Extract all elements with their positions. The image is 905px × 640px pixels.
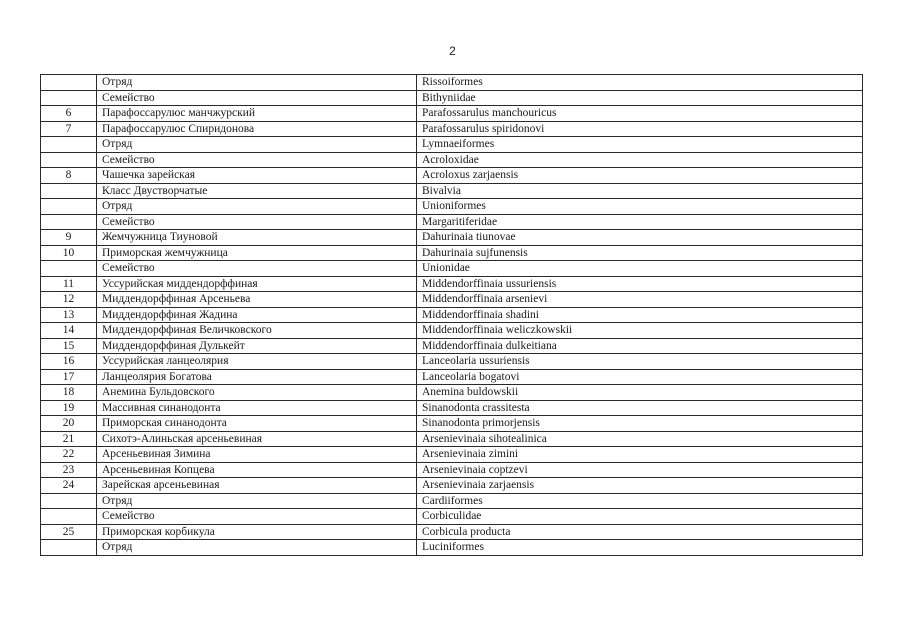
latin-name-cell: Bivalvia [417,183,863,199]
latin-name-cell: Sinanodonta crassitesta [417,400,863,416]
latin-name-cell: Arsenievinaia zimini [417,447,863,463]
latin-name-cell: Sinanodonta primorjensis [417,416,863,432]
table-row [41,493,863,509]
table-row [41,447,863,463]
latin-name-cell: Lanceolaria bogatovi [417,369,863,385]
table-row [41,199,863,215]
row-number-cell: 24 [41,478,97,494]
table-row [41,214,863,230]
row-number-cell: 6 [41,106,97,122]
table-row [41,462,863,478]
russian-name-cell: Массивная синанодонта [97,400,417,416]
table-row [41,524,863,540]
row-number-cell: 16 [41,354,97,370]
row-number-cell: 14 [41,323,97,339]
russian-name-cell: Класс Двустворчатые [97,183,417,199]
latin-name-cell: Middendorffinaia ussuriensis [417,276,863,292]
row-number-cell [41,540,97,556]
table-row [41,106,863,122]
row-number-cell: 22 [41,447,97,463]
russian-name-cell: Парафоссарулюс Спиридонова [97,121,417,137]
table-row [41,168,863,184]
russian-name-cell: Арсеньевиная Копцева [97,462,417,478]
row-number-cell [41,90,97,106]
row-number-cell: 20 [41,416,97,432]
russian-name-cell: Семейство [97,214,417,230]
latin-name-cell: Corbicula producta [417,524,863,540]
russian-name-cell: Приморская синанодонта [97,416,417,432]
row-number-cell: 10 [41,245,97,261]
table-row [41,230,863,246]
latin-name-cell: Dahurinaia sujfunensis [417,245,863,261]
page-number: 2 [449,44,456,58]
russian-name-cell: Отряд [97,137,417,153]
russian-name-cell: Семейство [97,152,417,168]
russian-name-cell: Миддендорффиная Величковского [97,323,417,339]
row-number-cell [41,509,97,525]
latin-name-cell: Luciniformes [417,540,863,556]
table-row [41,478,863,494]
row-number-cell: 13 [41,307,97,323]
russian-name-cell: Приморская корбикула [97,524,417,540]
row-number-cell: 17 [41,369,97,385]
species-table-body [41,75,863,556]
latin-name-cell: Acroloxidae [417,152,863,168]
russian-name-cell: Ланцеолярия Богатова [97,369,417,385]
russian-name-cell: Миддендорффиная Жадина [97,307,417,323]
row-number-cell: 7 [41,121,97,137]
russian-name-cell: Зарейская арсеньевиная [97,478,417,494]
russian-name-cell: Анемина Бульдовского [97,385,417,401]
table-row [41,431,863,447]
table-row [41,75,863,91]
russian-name-cell: Приморская жемчужница [97,245,417,261]
row-number-cell: 15 [41,338,97,354]
latin-name-cell: Cardiiformes [417,493,863,509]
table-row [41,323,863,339]
russian-name-cell: Жемчужница Тиуновой [97,230,417,246]
latin-name-cell: Arsenievinaia zarjaensis [417,478,863,494]
latin-name-cell: Parafossarulus spiridonovi [417,121,863,137]
table-row [41,354,863,370]
species-table [40,74,863,556]
row-number-cell: 19 [41,400,97,416]
row-number-cell: 18 [41,385,97,401]
latin-name-cell: Arsenievinaia sihotealinica [417,431,863,447]
russian-name-cell: Уссурийская ланцеолярия [97,354,417,370]
russian-name-cell: Семейство [97,261,417,277]
row-number-cell: 8 [41,168,97,184]
table-row [41,183,863,199]
latin-name-cell: Middendorffinaia arsenievi [417,292,863,308]
russian-name-cell: Миддендорффиная Арсеньева [97,292,417,308]
latin-name-cell: Margaritiferidae [417,214,863,230]
table-row [41,338,863,354]
russian-name-cell: Отряд [97,540,417,556]
latin-name-cell: Anemina buldowskii [417,385,863,401]
row-number-cell: 11 [41,276,97,292]
table-row [41,245,863,261]
table-row [41,400,863,416]
row-number-cell: 21 [41,431,97,447]
table-row [41,369,863,385]
latin-name-cell: Middendorffinaia dulkeitiana [417,338,863,354]
table-row [41,261,863,277]
latin-name-cell: Corbiculidae [417,509,863,525]
russian-name-cell: Семейство [97,90,417,106]
latin-name-cell: Bithyniidae [417,90,863,106]
row-number-cell [41,199,97,215]
russian-name-cell: Чашечка зарейская [97,168,417,184]
row-number-cell [41,152,97,168]
row-number-cell [41,493,97,509]
table-row [41,137,863,153]
row-number-cell [41,183,97,199]
russian-name-cell: Арсеньевиная Зимина [97,447,417,463]
table-row [41,276,863,292]
russian-name-cell: Семейство [97,509,417,525]
row-number-cell: 23 [41,462,97,478]
table-row [41,121,863,137]
russian-name-cell: Отряд [97,199,417,215]
table-row [41,385,863,401]
table-row [41,509,863,525]
russian-name-cell: Уссурийская миддендорффиная [97,276,417,292]
latin-name-cell: Middendorffinaia shadini [417,307,863,323]
russian-name-cell: Парафоссарулюс манчжурский [97,106,417,122]
latin-name-cell: Dahurinaia tiunovae [417,230,863,246]
row-number-cell [41,75,97,91]
table-row [41,416,863,432]
latin-name-cell: Rissoiformes [417,75,863,91]
latin-name-cell: Lymnaeiformes [417,137,863,153]
row-number-cell: 9 [41,230,97,246]
table-row [41,540,863,556]
russian-name-cell: Отряд [97,75,417,91]
latin-name-cell: Acroloxus zarjaensis [417,168,863,184]
row-number-cell [41,214,97,230]
latin-name-cell: Arsenievinaia coptzevi [417,462,863,478]
russian-name-cell: Сихотэ-Алиньская арсеньевиная [97,431,417,447]
latin-name-cell: Unioniformes [417,199,863,215]
latin-name-cell: Parafossarulus manchouricus [417,106,863,122]
latin-name-cell: Unionidae [417,261,863,277]
russian-name-cell: Миддендорффиная Дулькейт [97,338,417,354]
table-row [41,152,863,168]
row-number-cell [41,261,97,277]
row-number-cell: 25 [41,524,97,540]
row-number-cell [41,137,97,153]
table-row [41,292,863,308]
row-number-cell: 12 [41,292,97,308]
table-row [41,307,863,323]
table-row [41,90,863,106]
russian-name-cell: Отряд [97,493,417,509]
latin-name-cell: Lanceolaria ussuriensis [417,354,863,370]
latin-name-cell: Middendorffinaia weliczkowskii [417,323,863,339]
